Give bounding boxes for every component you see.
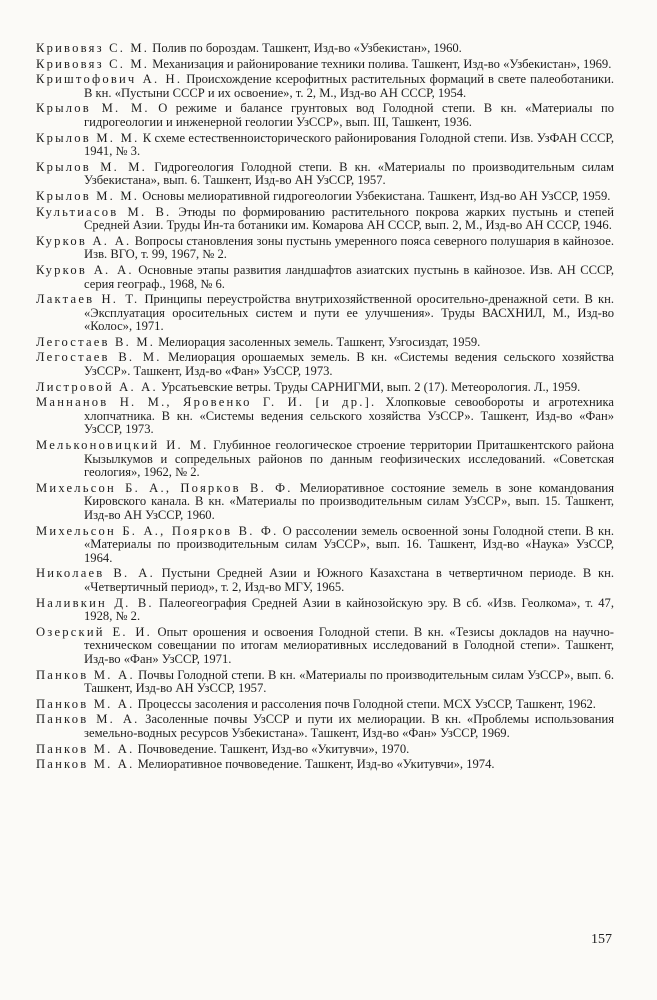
bibliography-entry	[36, 713, 614, 740]
bibliography-entry	[36, 525, 614, 566]
entry-author: Легостаев В. М.	[36, 350, 162, 365]
page-number: 157	[591, 932, 612, 947]
entry-author: Кривовяз С. М.	[36, 41, 150, 55]
bibliography-entry	[36, 482, 614, 523]
entry-text: Вопросы становления зоны пустынь умеренного пояса северного полушария в кайнозое. Изв. ВГО, т. 99, 1967, № 2.	[84, 233, 615, 262]
entry-text: Механизация и районирование техники полива. Ташкент, Изд-во «Узбекистан», 1969.	[152, 56, 612, 71]
entry-text: Пустыни Средней Азии и Южного Казахстана в четвертичном периоде. В кн. «Четвертичный период», т. 2, Изд-во МГУ, 1965.	[84, 566, 614, 594]
entry-author: Крылов М. М.	[36, 159, 148, 174]
entry-text: Мелиоративное состояние земель в зоне командования Кировского канала. В кн. «Материалы по производительным силам УзССР», вып. 15. Ташкент, Изд-во АН УзССР, 1960.	[84, 480, 614, 522]
entry-text: Происхождение ксерофитных растительных формаций в свете палеоботаники. В кн. «Пустыни СССР и их освоение», т. 2, М., Изд-во АН СССР, 1954.	[84, 72, 614, 100]
bibliography-entry	[36, 58, 614, 72]
entry-text: Процессы засоления и рассоления почв Голодной степи. МСХ УзССР, Ташкент, 1962.	[137, 696, 596, 711]
bibliography-entry	[36, 264, 614, 291]
bibliography-entry	[36, 669, 614, 696]
entry-author: Кривовяз С. М.	[36, 56, 150, 71]
bibliography-entry	[36, 293, 614, 334]
entry-text: Полив по бороздам. Ташкент, Изд-во «Узбекистан», 1960.	[152, 41, 462, 55]
entry-text: Хлопковые севообороты и агротехника хлопчатника. В кн. «Системы ведения сельского хозяйства УзССР». Ташкент, Изд-во «Фан» УзССР, 1973.	[84, 395, 614, 437]
entry-text: Опыт орошения и освоения Голодной степи. В кн. «Тезисы докладов на научно-техническом совещании по итогам мелиоративных исследований в Голодной степи». Ташкент, Изд-во «Фан» УзССР, 1971.	[84, 624, 615, 666]
entry-author: Панков М. А.	[36, 667, 135, 682]
entry-author: Маннанов Н. М., Яровенко Г. И. [и др.].	[36, 395, 377, 410]
entry-author: Михельсон Б. А., Поярков В. Ф.	[36, 480, 293, 495]
entry-text: О рассолении земель освоенной зоны Голодной степи. В кн. «Материалы по производительным силам УзССР», вып. 16. Ташкент, Изд-во «Наука» УзССР, 1964.	[84, 523, 614, 565]
bibliography-entry	[36, 597, 614, 624]
bibliography-entry	[36, 132, 614, 159]
bibliography-entry	[36, 102, 614, 129]
entry-text: Мелиорация засоленных земель. Ташкент, Узгосиздат, 1959.	[158, 334, 481, 349]
entry-author: Михельсон Б. А., Поярков В. Ф.	[36, 523, 279, 538]
bibliography-entry	[36, 626, 614, 667]
entry-author: Легостаев В. М.	[36, 334, 156, 349]
entry-author: Крылов М. М.	[36, 101, 150, 116]
entry-author: Криштофович А. Н.	[36, 72, 183, 87]
entry-author: Мельконовицкий И. М.	[36, 438, 209, 453]
bibliography-entry	[36, 161, 614, 188]
bibliography-entry	[36, 381, 614, 395]
entry-author: Лактаев Н. Т.	[36, 292, 140, 307]
bibliography-entry	[36, 567, 614, 594]
bibliography-entry	[36, 698, 614, 712]
entry-author: Крылов М. М.	[36, 188, 140, 203]
entry-author: Панков М. А.	[36, 712, 140, 727]
bibliography-entry	[36, 758, 614, 772]
bibliography-entry	[36, 396, 614, 437]
bibliography-entry	[36, 336, 614, 350]
entry-text: Почвы Голодной степи. В кн. «Материалы по производительным силам УзССР», вып. 6. Ташкент, Изд-во АН УзССР, 1957.	[84, 667, 614, 696]
entry-author: Панков М. А.	[36, 741, 135, 756]
entry-text: Урсатьевские ветры. Труды САРНИГМИ, вып. 2 (17). Метеорология. Л., 1959.	[160, 379, 581, 394]
entry-author: Курков А. А.	[36, 233, 132, 248]
entry-text: Принципы переустройства внутрихозяйственной оросительно-дренажной сети. В кн. «Эксплуатация оросительных систем и пути ее улучшения». Труды ВАСХНИЛ, М., Изд-во «Колос», 1971.	[84, 292, 614, 334]
entry-text: Основные этапы развития ландшафтов азиатских пустынь в кайнозое. Изв. АН СССР, серия географ., 1968, № 6.	[84, 262, 614, 291]
entry-author: Озерский Е. И.	[36, 624, 153, 639]
entry-text: Этюды по формированию растительного покрова жарких пустынь и степей Средней Азии. Труды Ин-та ботаники им. Комарова АН СССР, вып. 2, М., Изд-во АН СССР, 1946.	[84, 204, 614, 233]
bibliography-entry	[36, 206, 614, 233]
entry-author: Наливкин Д. В.	[36, 595, 154, 610]
bibliography-entry	[36, 351, 614, 378]
bibliography-entry	[36, 42, 614, 56]
bibliography-entry	[36, 743, 614, 757]
entry-author: Панков М. А.	[36, 696, 135, 711]
entry-text: О режиме и балансе грунтовых вод Голодной степи. В кн. «Материалы по гидрогеологии и инженерной геологии УзССР», вып. III, Ташкент, 1936.	[84, 101, 614, 129]
entry-text: Мелиоративное почвоведение. Ташкент, Изд-во «Укитувчи», 1974.	[137, 757, 495, 772]
bibliography-list	[36, 42, 614, 774]
entry-text: Почвоведение. Ташкент, Изд-во «Укитувчи», 1970.	[137, 741, 410, 756]
entry-text: К схеме естественноисторического районирования Голодной степи. Изв. УзФАН СССР, 1941, № 3.	[84, 130, 615, 159]
entry-text: Засоленные почвы УзССР и пути их мелиорации. В кн. «Проблемы использования земельно-водных ресурсов Узбекистана». Ташкент, Изд-во «Фан» УзССР, 1969.	[84, 712, 614, 740]
entry-author: Культиасов М. В.	[36, 204, 172, 219]
entry-text: Мелиорация орошаемых земель. В кн. «Системы ведения сельского хозяйства УзССР». Ташкент, Изд-во «Фан» УзССР, 1973.	[84, 350, 614, 379]
entry-text: Основы мелиоративной гидрогеологии Узбекистана. Ташкент, Изд-во АН УзССР, 1959.	[142, 188, 611, 203]
bibliography-entry	[36, 73, 614, 100]
entry-author: Листровой А. А.	[36, 379, 158, 394]
entry-text: Гидрогеология Голодной степи. В кн. «Материалы по производительным силам Узбекистана», вып. 6. Ташкент, Изд-во АН УзССР, 1957.	[84, 159, 615, 188]
entry-author: Николаев В. А.	[36, 566, 155, 581]
entry-text: Палеогеография Средней Азии в кайнозойскую эру. В сб. «Изв. Геолкома», т. 47, 1928, № 2.	[84, 595, 614, 624]
entry-text: Глубинное геологическое строение территории Приташкентского района Кызылкумов и сопредельных районов по данным геофизических исследований. «Советская геология», 1962, № 2.	[84, 438, 614, 480]
bibliography-entry	[36, 235, 614, 262]
entry-author: Крылов М. М.	[36, 130, 140, 145]
entry-author: Панков М. А.	[36, 757, 135, 772]
bibliography-entry	[36, 190, 614, 204]
bibliography-entry	[36, 439, 614, 480]
entry-author: Курков А. А.	[36, 262, 134, 277]
